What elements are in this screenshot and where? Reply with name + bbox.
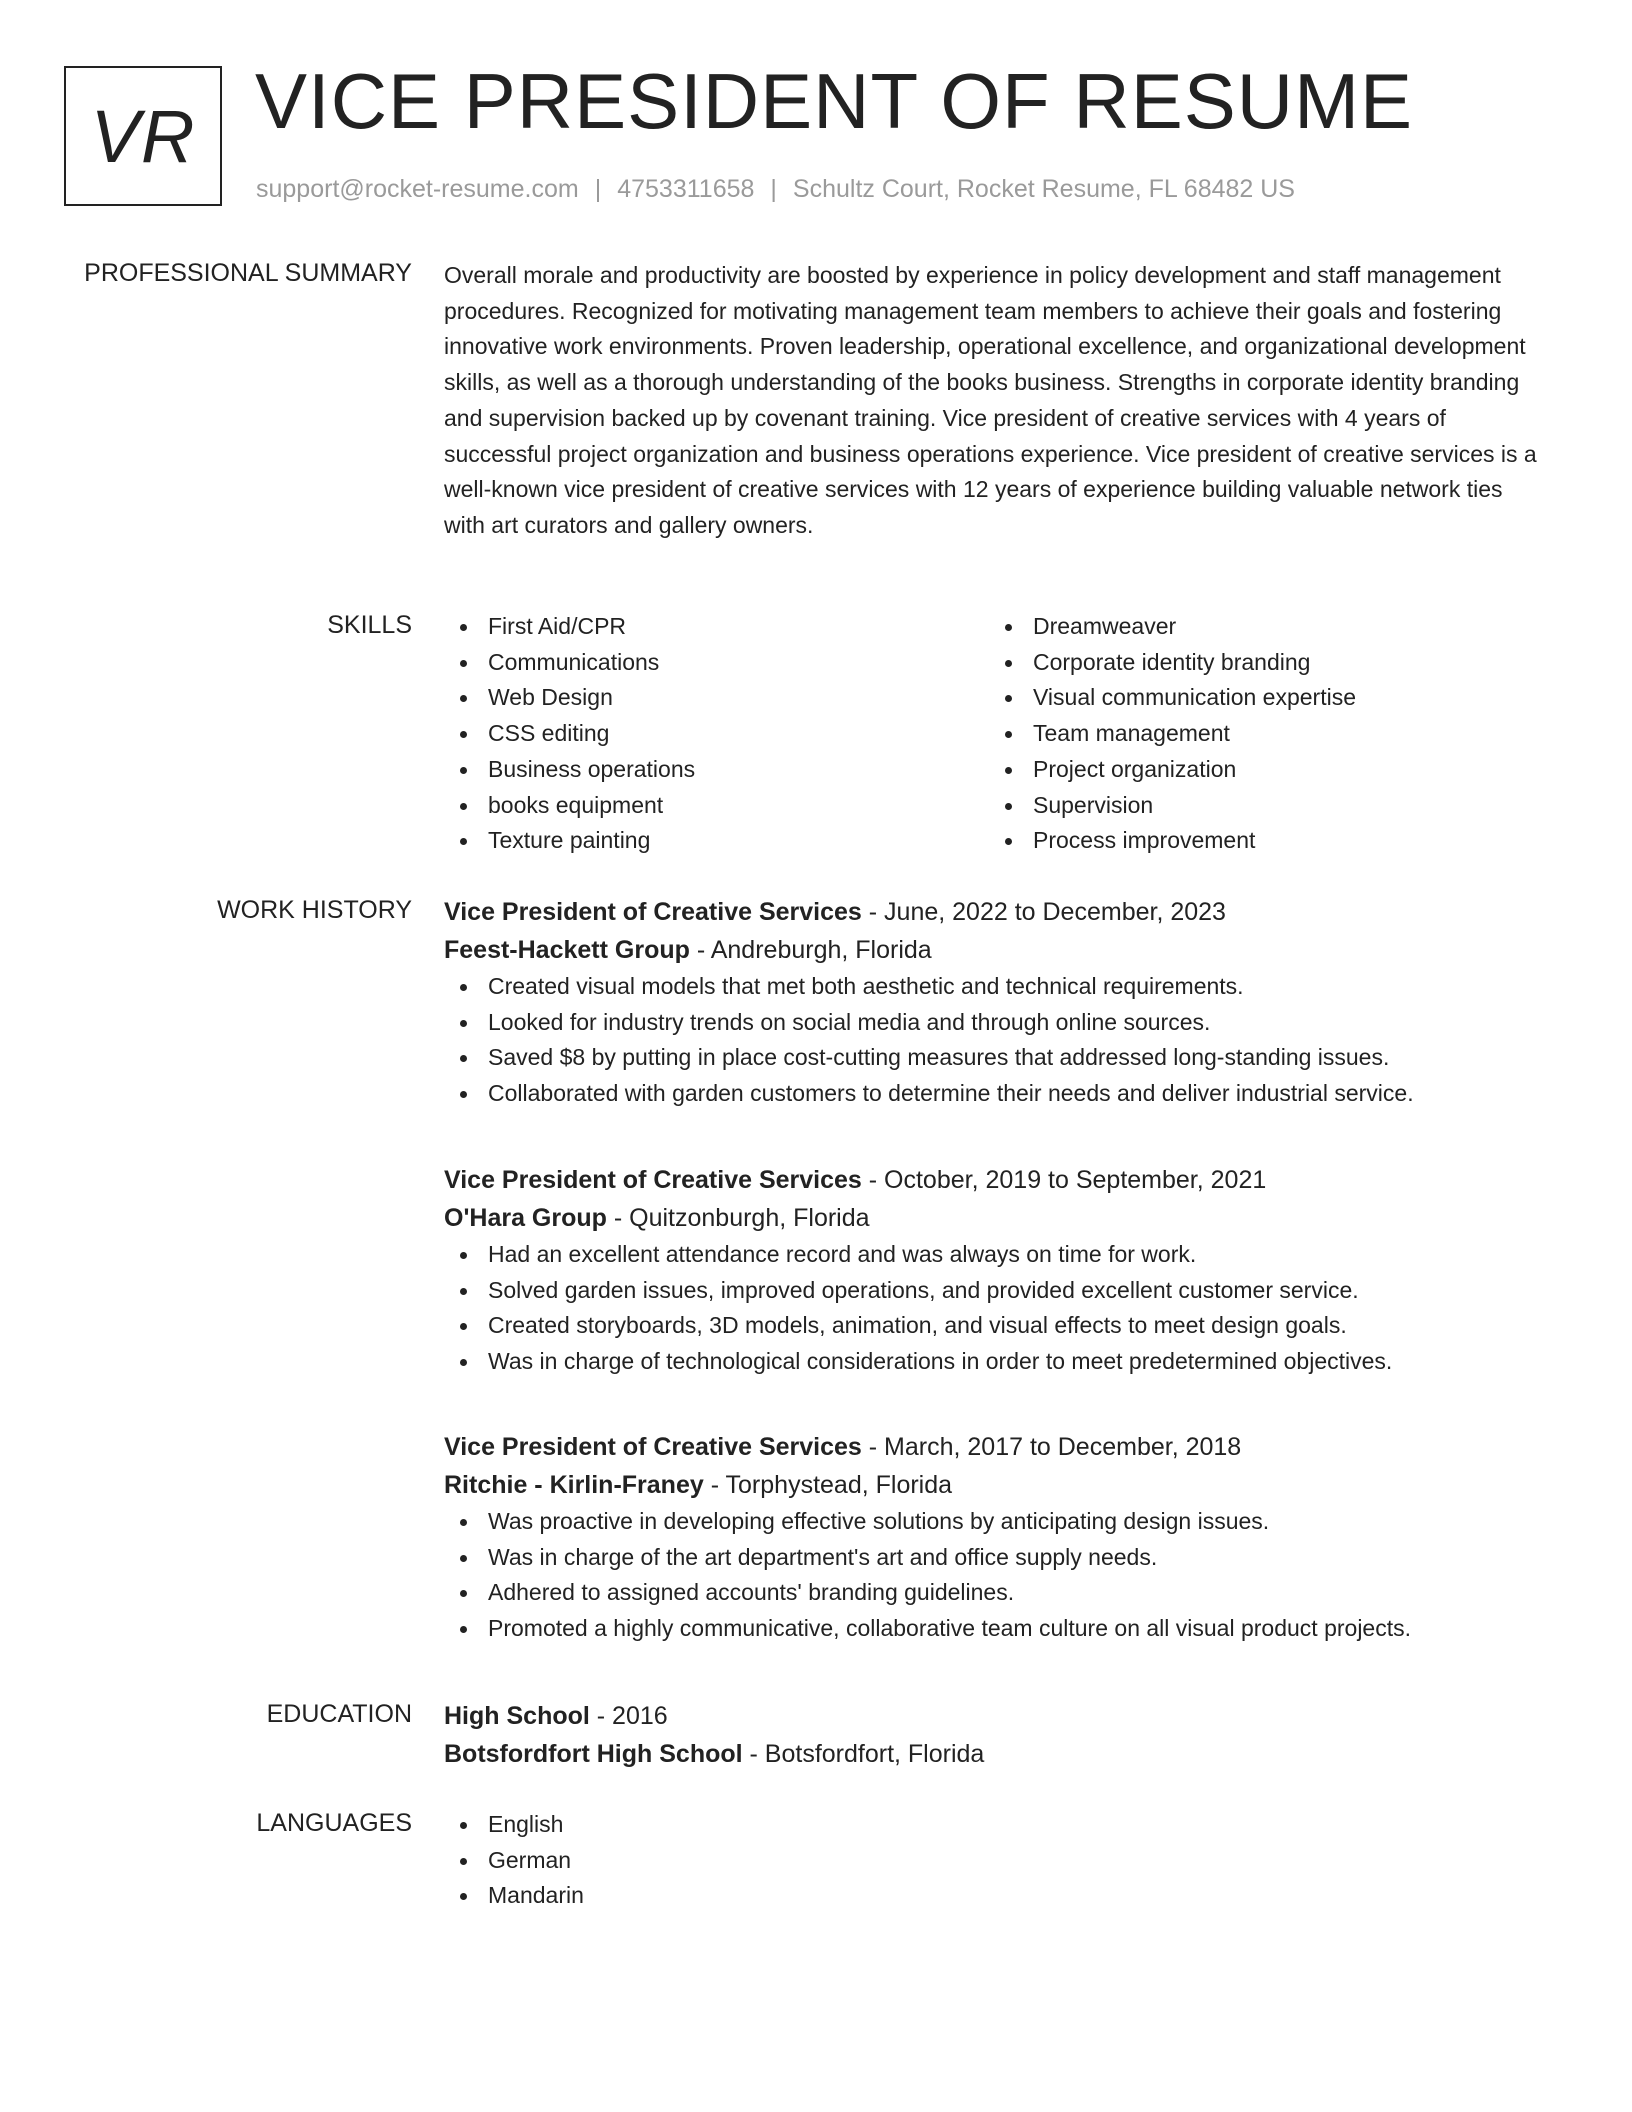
job-bullet: Was in charge of the art department's art and office supply needs. <box>444 1540 1544 1576</box>
job-bullets <box>444 1504 1544 1647</box>
education-degree-line <box>444 1697 1544 1735</box>
job-title: Vice President of Creative Services <box>444 898 862 926</box>
job-company: Feest-Hackett Group <box>444 936 690 964</box>
contact-separator: | <box>770 175 777 203</box>
job-dates: - June, 2022 to December, 2023 <box>861 898 1226 926</box>
job-bullet: Had an excellent attendance record and was always on time for work. <box>444 1237 1544 1273</box>
job-bullet: Adhered to assigned accounts' branding guidelines. <box>444 1575 1544 1611</box>
job-entry <box>444 1161 1544 1380</box>
job-location: - Quitzonburgh, Florida <box>606 1204 870 1232</box>
education-location: - Botsfordfort, Florida <box>742 1740 985 1768</box>
job-location: - Torphystead, Florida <box>703 1471 953 1499</box>
language-item: English <box>444 1807 1544 1843</box>
monogram-text: VR <box>90 94 196 178</box>
job-title-line <box>444 1161 1544 1199</box>
skill-item: Project organization <box>989 752 1534 788</box>
education-degree: High School <box>444 1702 590 1730</box>
skill-item: Web Design <box>444 680 989 716</box>
contact-line <box>256 173 1295 205</box>
skill-item: Process improvement <box>989 823 1534 859</box>
skills-body <box>444 609 1544 859</box>
skill-item: Texture painting <box>444 823 989 859</box>
education-school-line <box>444 1735 1544 1773</box>
monogram-badge <box>64 66 222 206</box>
job-bullet: Solved garden issues, improved operations, and provided excellent customer service. <box>444 1273 1544 1309</box>
contact-separator: | <box>594 175 602 203</box>
job-title-line <box>444 1428 1544 1466</box>
languages-body <box>444 1807 1544 1914</box>
job-bullet: Was proactive in developing effective solutions by anticipating design issues. <box>444 1504 1544 1540</box>
education-heading: EDUCATION <box>266 1700 412 1728</box>
job-title: Vice President of Creative Services <box>444 1433 862 1461</box>
summary-text: Overall morale and productivity are boosted by experience in policy development and staff management procedures. Recognized for motivating management team members to achieve their goals and fostering innovative work environments. Proven leadership, operational excellence, and organizational development skills, as well as a thorough understanding of the books business. Strengths in corporate identity branding and supervision backed up by covenant training. Vice president of creative services with 4 years of successful project organization and business operations experience. Vice president of creative services is a well-known vice president of creative services with 12 years of experience building valuable network ties with art curators and gallery owners. <box>444 262 1537 538</box>
job-entry <box>444 893 1544 1112</box>
job-bullet: Created visual models that met both aesthetic and technical requirements. <box>444 969 1544 1005</box>
contact-address: Schultz Court, Rocket Resume, FL 68482 US <box>792 175 1295 203</box>
job-bullet: Saved $8 by putting in place cost-cutting measures that addressed long-standing issues. <box>444 1040 1544 1076</box>
education-school: Botsfordfort High School <box>444 1740 743 1768</box>
summary-heading: PROFESSIONAL SUMMARY <box>84 259 412 287</box>
job-company-line <box>444 1199 1544 1237</box>
job-bullet: Promoted a highly communicative, collaborative team culture on all visual product projects. <box>444 1611 1544 1647</box>
skill-item: Visual communication expertise <box>989 680 1534 716</box>
skill-item: Supervision <box>989 788 1534 824</box>
job-title-line <box>444 893 1544 931</box>
summary-body <box>444 258 1544 544</box>
job-bullets <box>444 969 1544 1112</box>
job-company-line <box>444 931 1544 969</box>
languages-heading: LANGUAGES <box>256 1809 412 1837</box>
skill-item: CSS editing <box>444 716 989 752</box>
skills-column-left <box>444 609 989 859</box>
contact-email: support@rocket-resume.com <box>256 175 579 203</box>
skill-item: Communications <box>444 645 989 681</box>
job-dates: - March, 2017 to December, 2018 <box>861 1433 1242 1461</box>
skills-heading: SKILLS <box>327 611 412 639</box>
job-entry <box>444 1428 1544 1647</box>
skill-item: Team management <box>989 716 1534 752</box>
job-bullet: Collaborated with garden customers to determine their needs and deliver industrial service. <box>444 1076 1544 1112</box>
skills-column-right <box>989 609 1534 859</box>
skill-item: Corporate identity branding <box>989 645 1534 681</box>
job-bullet: Created storyboards, 3D models, animation, and visual effects to meet design goals. <box>444 1308 1544 1344</box>
language-item: Mandarin <box>444 1878 1544 1914</box>
skill-item: Dreamweaver <box>989 609 1534 645</box>
work-history-heading: WORK HISTORY <box>217 896 412 924</box>
education-year: - 2016 <box>589 1702 668 1730</box>
job-company: O'Hara Group <box>444 1204 607 1232</box>
job-location: - Andreburgh, Florida <box>689 936 932 964</box>
job-bullets <box>444 1237 1544 1380</box>
languages-list <box>444 1807 1544 1914</box>
job-bullet: Was in charge of technological considerations in order to meet predetermined objectives. <box>444 1344 1544 1380</box>
resume-name: VICE PRESIDENT OF RESUME <box>255 57 1414 145</box>
job-title: Vice President of Creative Services <box>444 1166 862 1194</box>
skill-item: First Aid/CPR <box>444 609 989 645</box>
job-company: Ritchie - Kirlin-Franey <box>444 1471 704 1499</box>
job-dates: - October, 2019 to September, 2021 <box>861 1166 1267 1194</box>
job-bullet: Looked for industry trends on social media and through online sources. <box>444 1005 1544 1041</box>
skill-item: Business operations <box>444 752 989 788</box>
contact-phone: 4753311658 <box>617 175 755 203</box>
education-body <box>444 1697 1544 1773</box>
skill-item: books equipment <box>444 788 989 824</box>
language-item: German <box>444 1843 1544 1879</box>
job-company-line <box>444 1466 1544 1504</box>
